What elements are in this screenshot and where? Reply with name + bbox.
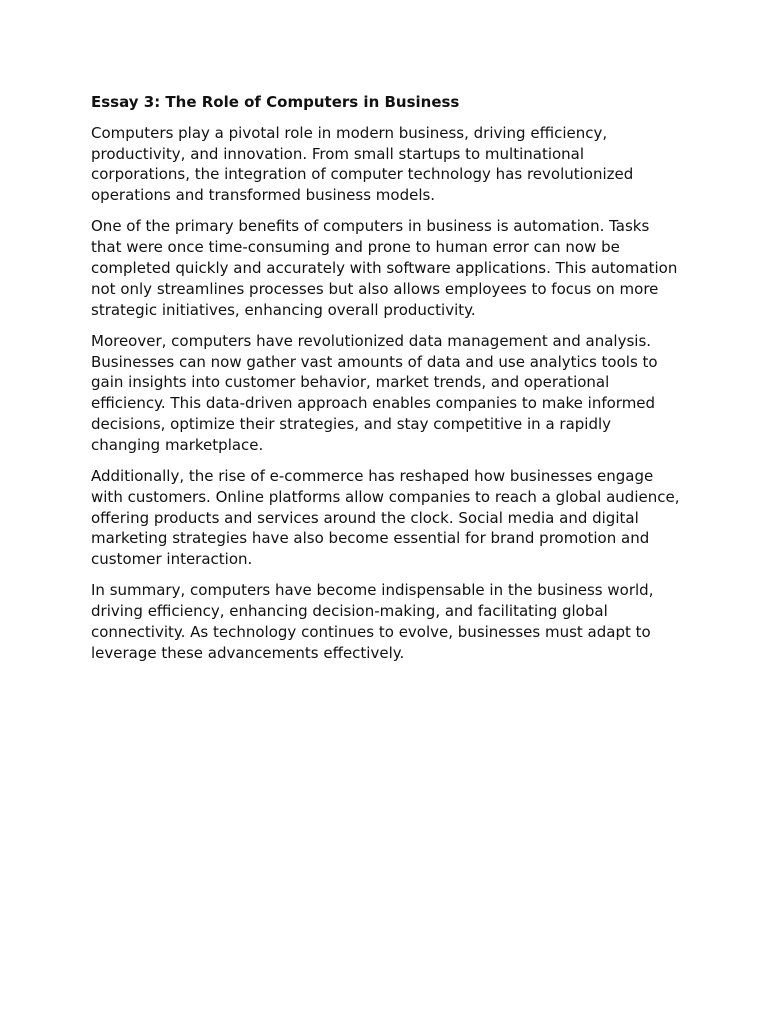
document-body [91,92,681,674]
paragraph-data-management: Moreover, computers have revolutionized data management and analysis. Businesses can now gather vast amounts of data and use analytics tools to gain insights into customer behavior, market trends, and operational efficiency. This data-driven approach enables companies to make informed decisions, optimize their strategies, and stay competitive in a rapidly changing marketplace. [91,331,658,454]
paragraph-intro: Computers play a pivotal role in modern business, driving efficiency, productivity, and innovation. From small startups to multinational corporations, the integration of computer technology has revolutionized operations and transformed business models. [91,123,634,205]
paragraph-summary: In summary, computers have become indispensable in the business world, driving efficiency, enhancing decision-making, and facilitating global connectivity. As technology continues to evolve, businesses must adapt to leverage these advancements effectively. [91,581,654,662]
document-title: Essay 3: The Role of Computers in Business [91,93,460,111]
paragraph-e-commerce: Additionally, the rise of e-commerce has reshaped how businesses engage with customers. Online platforms allow companies to reach a global audience, offering products and services around the clock. Social media and digital marketing strategies have also become essential for brand promotion and customer interaction. [91,466,680,569]
paragraph-automation: One of the primary benefits of computers in business is automation. Tasks that were once time-consuming and prone to human error can now be completed quickly and accurately with software applications. This automation not only streamlines processes but also allows employees to focus on more strategic initiatives, enhancing overall productivity. [91,217,678,319]
